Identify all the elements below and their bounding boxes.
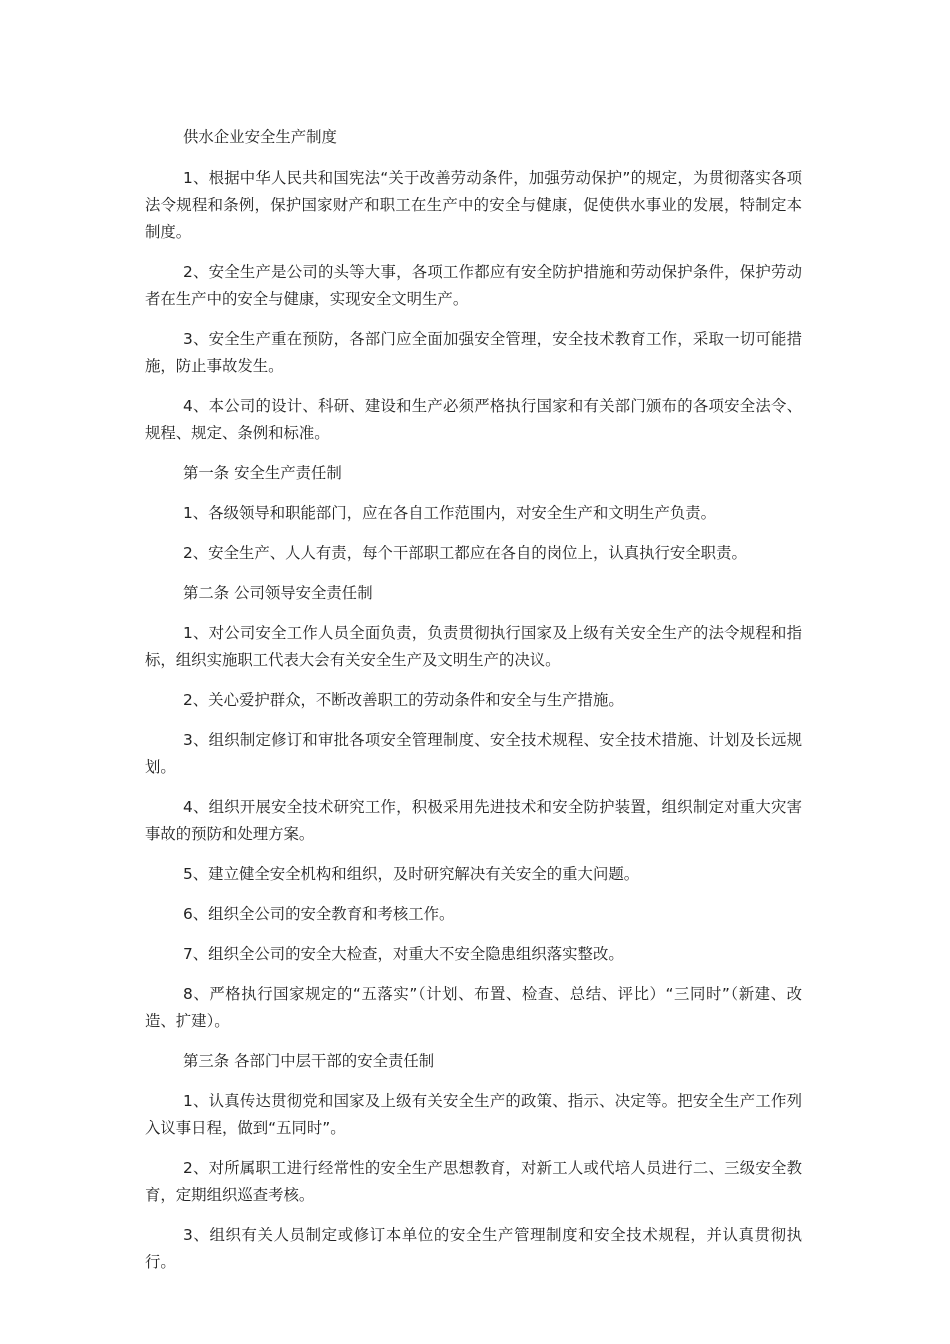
paragraph: 6、组织全公司的安全教育和考核工作。 <box>183 905 455 923</box>
paragraph: 3、组织有关人员制定或修订本单位的安全生产管理制度和安全技术规程，并认真贯彻执行。 <box>145 1226 802 1271</box>
article-heading: 第三条 各部门中层干部的安全责任制 <box>183 1052 435 1070</box>
paragraph: 1、各级领导和职能部门，应在各自工作范围内，对安全生产和文明生产负责。 <box>183 504 717 522</box>
paragraph: 1、根据中华人民共和国宪法“关于改善劳动条件，加强劳动保护”的规定，为贯彻落实各项法令规程和条例，保护国家财产和职工在生产中的安全与健康，促使供水事业的发展，特制定本制度。 <box>145 169 802 241</box>
paragraph: 4、本公司的设计、科研、建设和生产必须严格执行国家和有关部门颁布的各项安全法令、规程、规定、条例和标准。 <box>145 397 802 442</box>
paragraph: 8、严格执行国家规定的“五落实”（计划、布置、检查、总结、评比）“三同时”（新建、改造、扩建）。 <box>145 985 802 1030</box>
paragraph: 2、安全生产是公司的头等大事，各项工作都应有安全防护措施和劳动保护条件，保护劳动者在生产中的安全与健康，实现安全文明生产。 <box>145 263 802 308</box>
paragraph: 1、对公司安全工作人员全面负责，负责贯彻执行国家及上级有关安全生产的法令规程和指标，组织实施职工代表大会有关安全生产及文明生产的决议。 <box>145 624 802 669</box>
paragraph: 1、认真传达贯彻党和国家及上级有关安全生产的政策、指示、决定等。把安全生产工作列入议事日程，做到“五同时”。 <box>145 1092 802 1137</box>
paragraph: 4、组织开展安全技术研究工作，积极采用先进技术和安全防护装置，组织制定对重大灾害事故的预防和处理方案。 <box>145 798 802 843</box>
paragraph: 5、建立健全安全机构和组织，及时研究解决有关安全的重大问题。 <box>183 865 640 883</box>
paragraph: 2、关心爱护群众，不断改善职工的劳动条件和安全与生产措施。 <box>183 691 624 709</box>
paragraph: 3、组织制定修订和审批各项安全管理制度、安全技术规程、安全技术措施、计划及长远规划。 <box>145 731 802 776</box>
article-heading: 第一条 安全生产责任制 <box>183 464 342 482</box>
paragraph: 7、组织全公司的安全大检查，对重大不安全隐患组织落实整改。 <box>183 945 624 963</box>
paragraph: 2、对所属职工进行经常性的安全生产思想教育，对新工人或代培人员进行二、三级安全教育，定期组织巡查考核。 <box>145 1159 802 1204</box>
paragraph: 3、安全生产重在预防，各部门应全面加强安全管理，安全技术教育工作，采取一切可能措施，防止事故发生。 <box>145 330 802 375</box>
document-title: 供水企业安全生产制度 <box>183 128 337 146</box>
paragraph: 2、安全生产、人人有责，每个干部职工都应在各自的岗位上，认真执行安全职责。 <box>183 544 747 562</box>
article-heading: 第二条 公司领导安全责任制 <box>183 584 373 602</box>
